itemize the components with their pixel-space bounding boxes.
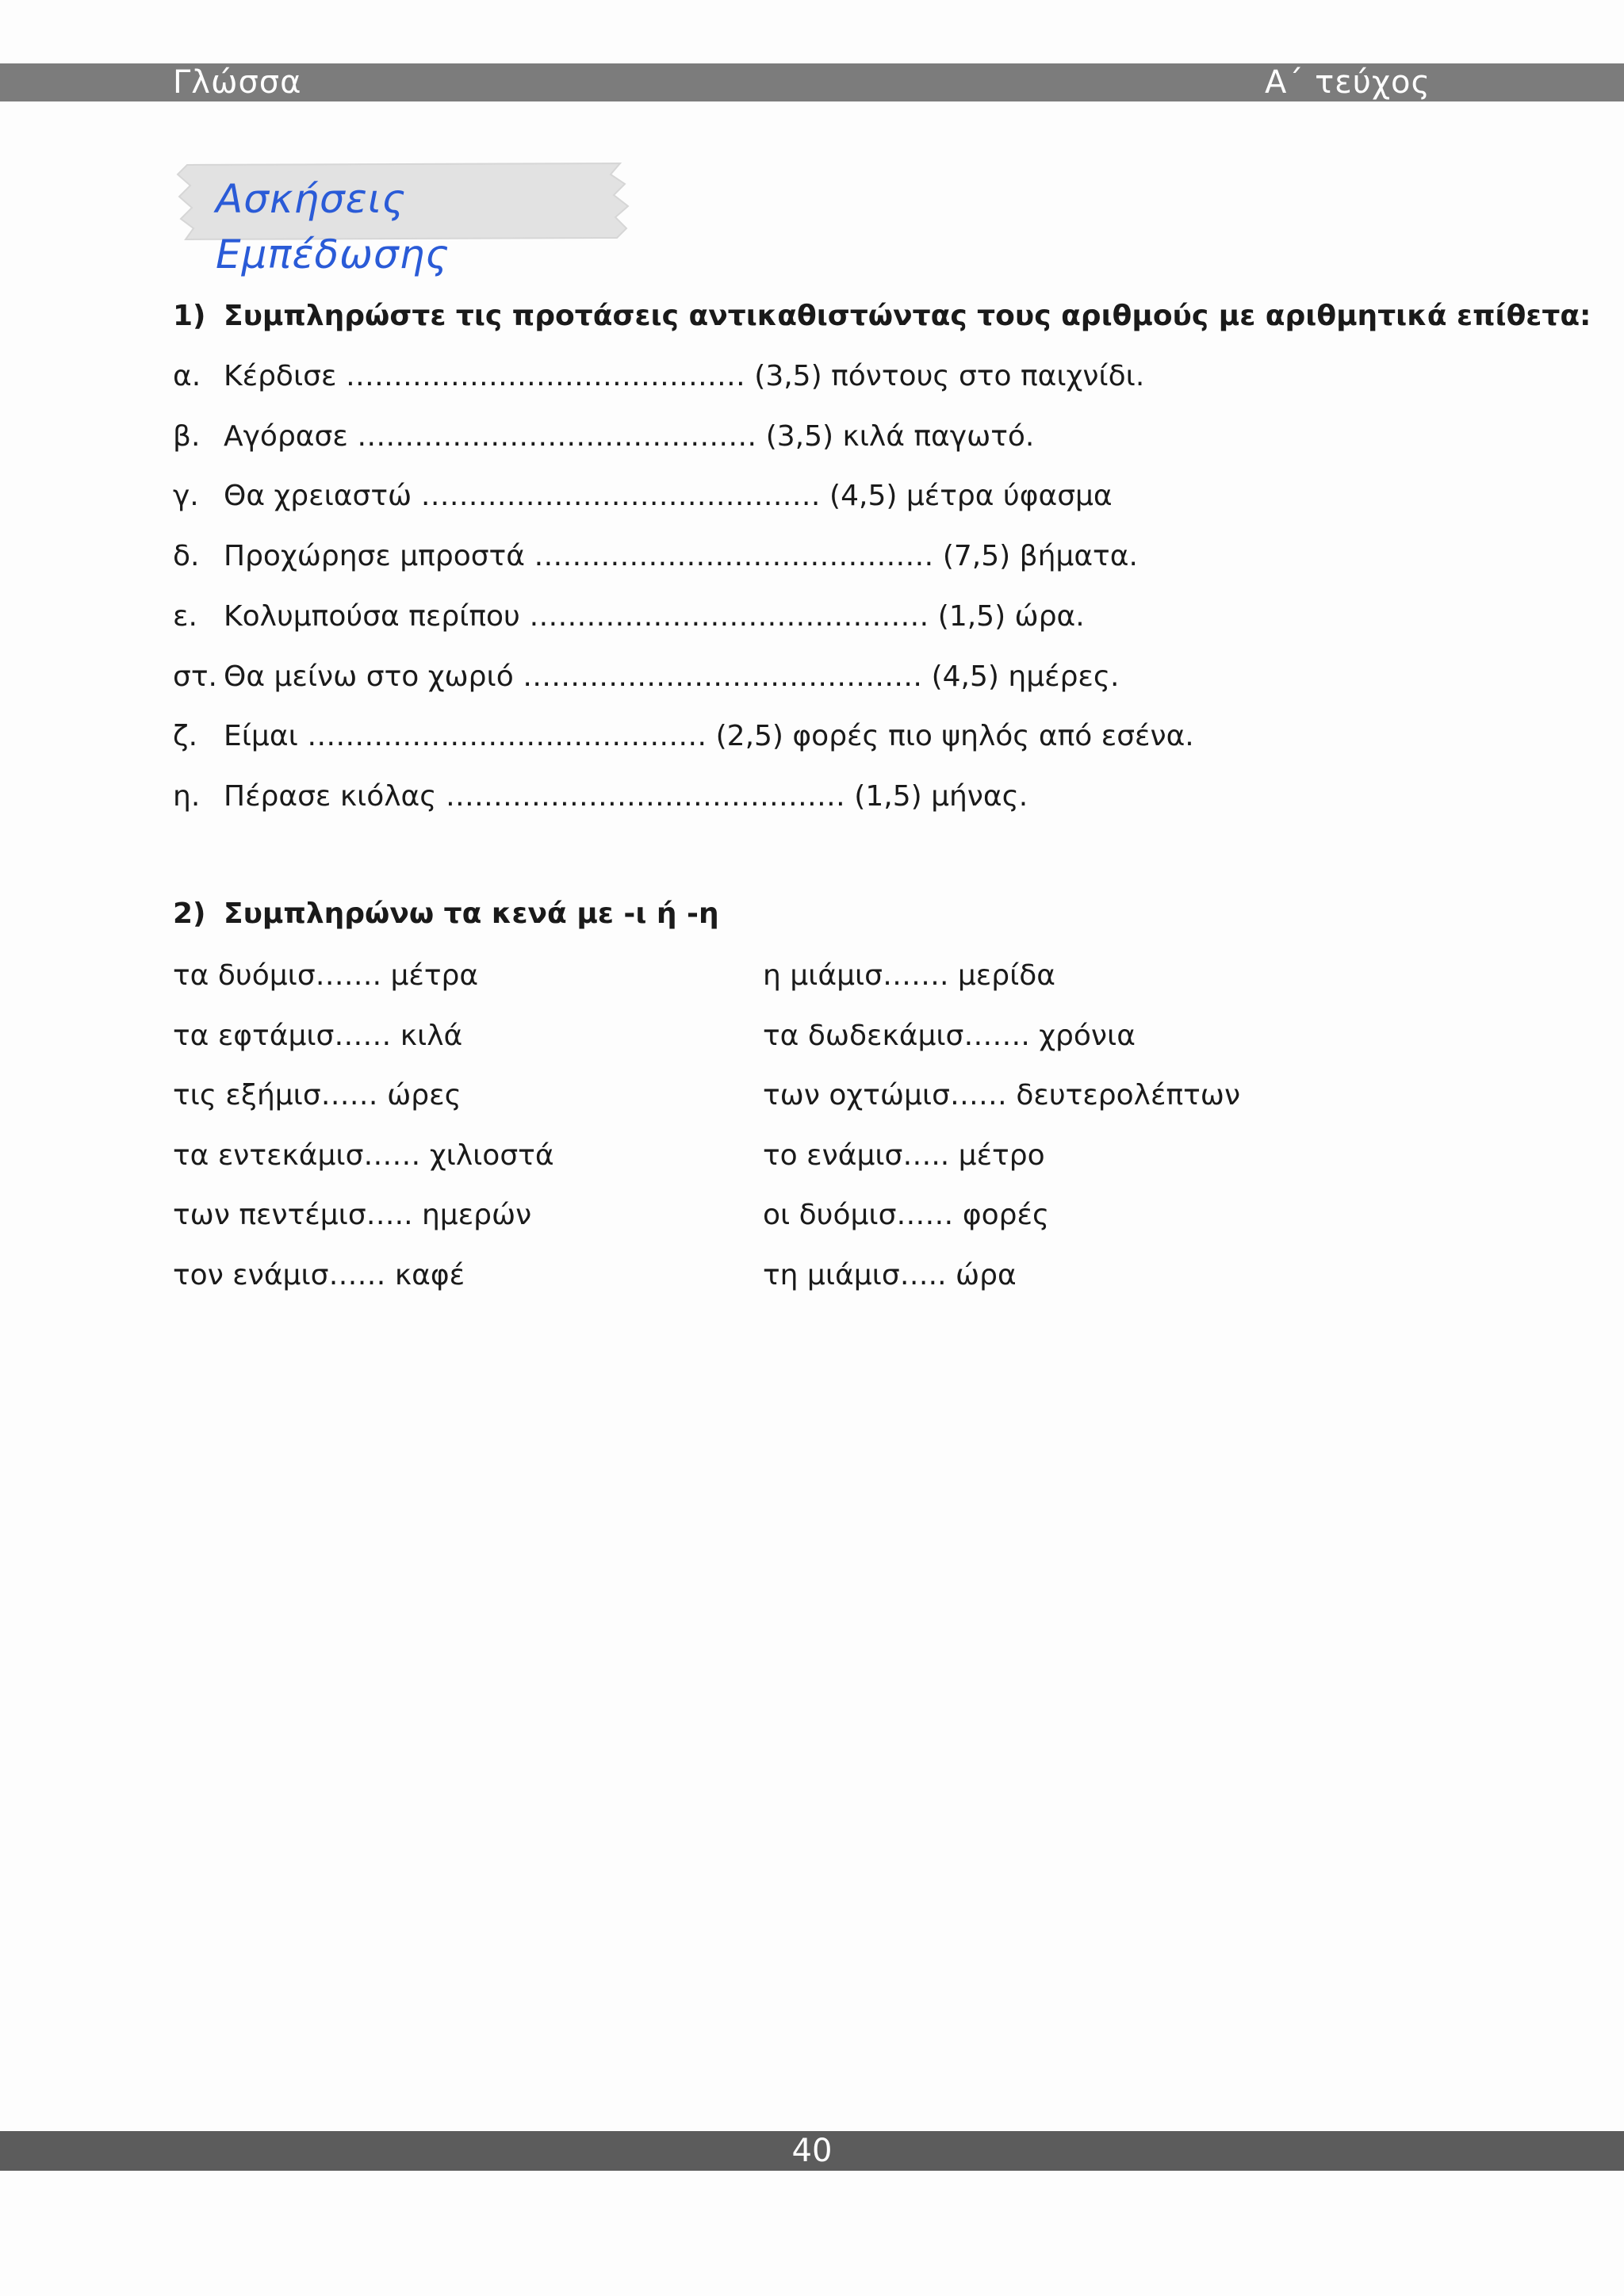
item-sentence: Θα μείνω στο χωριό …………………………………… (4,5) ημέρες. [224, 660, 1120, 693]
exercise-1-item [173, 537, 1138, 576]
banner-title: Ασκήσεις Εμπέδωσης [216, 176, 450, 277]
header-subject: Γλώσσα [173, 64, 302, 101]
exercise-1-number: 1) [173, 300, 206, 332]
exercise-1-item [173, 717, 1194, 756]
exercise-1-title [173, 300, 1591, 332]
exercise-2-title [173, 897, 719, 930]
page-number: 40 [791, 2133, 833, 2169]
fill-blank-item: τα εφτάμισ…… κιλά [173, 1019, 463, 1052]
item-label: ε. [173, 599, 197, 633]
item-label: γ. [173, 480, 199, 513]
item-label: ζ. [173, 720, 198, 753]
fill-blank-item: τον ενάμισ…… καφέ [173, 1259, 465, 1292]
item-sentence: Είμαι …………………………………… (2,5) φορές πιο ψηλός από εσένα. [224, 720, 1194, 753]
item-label: στ. [173, 660, 217, 693]
item-label: β. [173, 419, 201, 453]
exercise-1-item [173, 597, 1085, 637]
exercise-2-number: 2) [173, 897, 206, 930]
item-label: α. [173, 360, 201, 392]
fill-blank-item: η μιάμισ……. μερίδα [763, 959, 1056, 992]
item-sentence: Θα χρειαστώ …………………………………… (4,5) μέτρα ύφασμα [224, 480, 1113, 513]
fill-blank-item: τη μιάμισ….. ώρα [763, 1259, 1017, 1292]
item-label: η. [173, 779, 201, 813]
exercise-1-item [173, 417, 1034, 457]
exercise-1-item [173, 476, 1113, 516]
item-sentence: Κολυμπούσα περίπου …………………………………… (1,5) ώρα. [224, 599, 1085, 633]
fill-blank-item: τα εντεκάμισ…… χιλιοστά [173, 1138, 554, 1172]
exercise-1-item [173, 657, 1119, 697]
fill-blank-item: των οχτώμισ…… δευτερολέπτων [763, 1079, 1241, 1112]
fill-blank-item: το ενάμισ….. μέτρο [763, 1138, 1045, 1172]
exercise-1-item [173, 357, 1144, 396]
item-sentence: Πέρασε κιόλας …………………………………… (1,5) μήνας. [224, 779, 1028, 813]
exercise-1-item [173, 777, 1028, 817]
header-volume: Α΄ τεύχος [1265, 64, 1431, 101]
section-banner [176, 160, 631, 277]
item-sentence: Κέρδισε …………………………………… (3,5) πόντους στο παιχνίδι. [224, 360, 1145, 392]
fill-blank-item: οι δυόμισ…… φορές [763, 1199, 1050, 1232]
item-sentence: Αγόρασε …………………………………… (3,5) κιλά παγωτό. [224, 419, 1035, 453]
fill-blank-item: τις εξήμισ…… ώρες [173, 1079, 462, 1112]
fill-blank-item: τα δυόμισ……. μέτρα [173, 959, 479, 992]
exercise-1-instruction: Συμπληρώστε τις προτάσεις αντικαθιστώντας τους αριθμούς με αριθμητικά επίθετα: [224, 300, 1591, 332]
fill-blank-item: των πεντέμισ….. ημερών [173, 1199, 532, 1232]
fill-blank-item: τα δωδεκάμισ……. χρόνια [763, 1019, 1136, 1052]
item-sentence: Προχώρησε μπροστά …………………………………… (7,5) βήματα. [224, 540, 1138, 573]
exercise-2-instruction: Συμπληρώνω τα κενά με -ι ή -η [224, 897, 719, 930]
item-label: δ. [173, 540, 200, 573]
